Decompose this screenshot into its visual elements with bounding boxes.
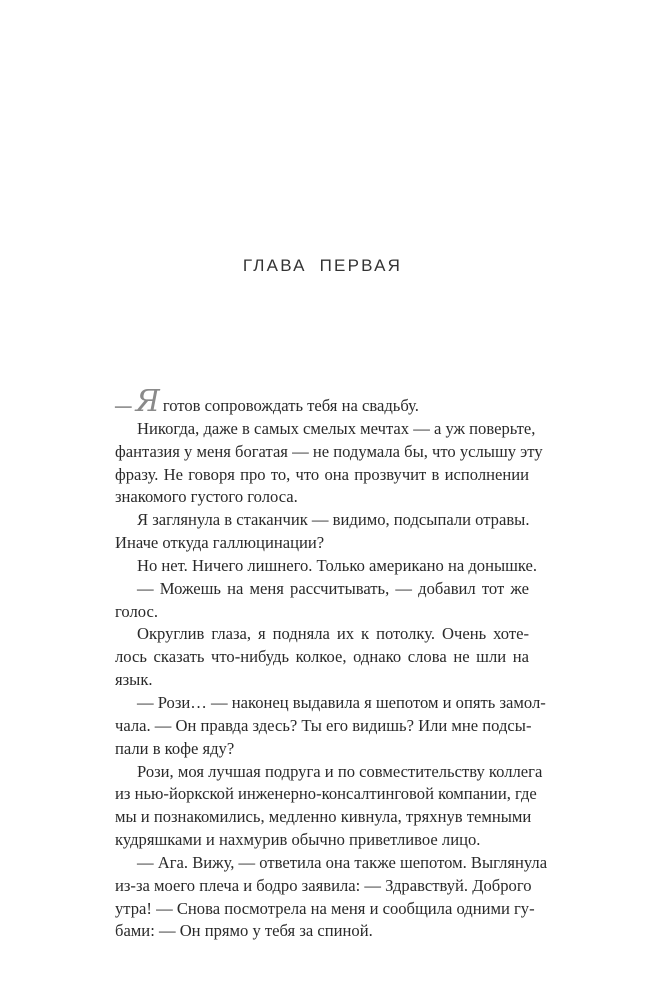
text-line: лось сказать что-нибудь колкое, однако слова не шли на [115, 647, 529, 667]
chapter-body [115, 384, 548, 943]
dialogue-dash: — [115, 396, 132, 415]
text-line: бами: — Он прямо у тебя за спиной. [115, 921, 373, 941]
text-line: язык. [115, 670, 153, 690]
first-line [115, 384, 529, 419]
text-line: знакомого густого голоса. [115, 487, 298, 507]
text-line: Иначе откуда галлюцинации? [115, 533, 325, 553]
text-line: из нью-йоркской инженерно-консалтинговой компании, где [115, 784, 537, 804]
text-line: фантазия у меня богатая — не подумала бы, что услышу эту [115, 441, 543, 461]
text-line: — Ага. Вижу, — ответила она также шепотом. Выглянула [137, 852, 548, 872]
text-line: пали в кофе яду? [115, 738, 235, 758]
text-line: Округлив глаза, я подняла их к потолку. Очень хоте- [137, 624, 529, 644]
text-line: Я заглянула в стаканчик — видимо, подсыпали отравы. [137, 510, 530, 530]
text-line: — Можешь на меня рассчитывать, — добавил тот же [137, 578, 529, 598]
text-line: кудряшками и нахмурив обычно приветливое лицо. [115, 830, 481, 850]
text-lines [115, 418, 548, 943]
text-line: Рози, моя лучшая подруга и по совместительству коллега [137, 761, 543, 781]
text-line: мы и познакомились, медленно кивнула, тряхнув темными [115, 807, 532, 827]
drop-cap: Я [135, 384, 160, 419]
chapter-title: ГЛАВА ПЕРВАЯ [242, 256, 403, 275]
text-line: фразу. Не говоря про то, что она прозвучит в исполнении [115, 464, 529, 484]
first-line-text: готов сопровождать тебя на свадьбу. [162, 396, 419, 415]
text-line: Но нет. Ничего лишнего. Только американо на донышке. [137, 555, 538, 575]
text-line: Никогда, даже в самых смелых мечтах — а уж поверьте, [137, 418, 536, 438]
text-line: голос. [115, 601, 158, 621]
text-line: чала. — Он правда здесь? Ты его видишь? Или мне подсы- [115, 715, 532, 735]
text-line: утра! — Снова посмотрела на меня и сообщила одними гу- [115, 898, 535, 918]
text-line: из-за моего плеча и бодро заявила: — Здравствуй. Доброго [115, 875, 532, 895]
text-line: — Рози… — наконец выдавила я шепотом и опять замол- [137, 692, 546, 712]
